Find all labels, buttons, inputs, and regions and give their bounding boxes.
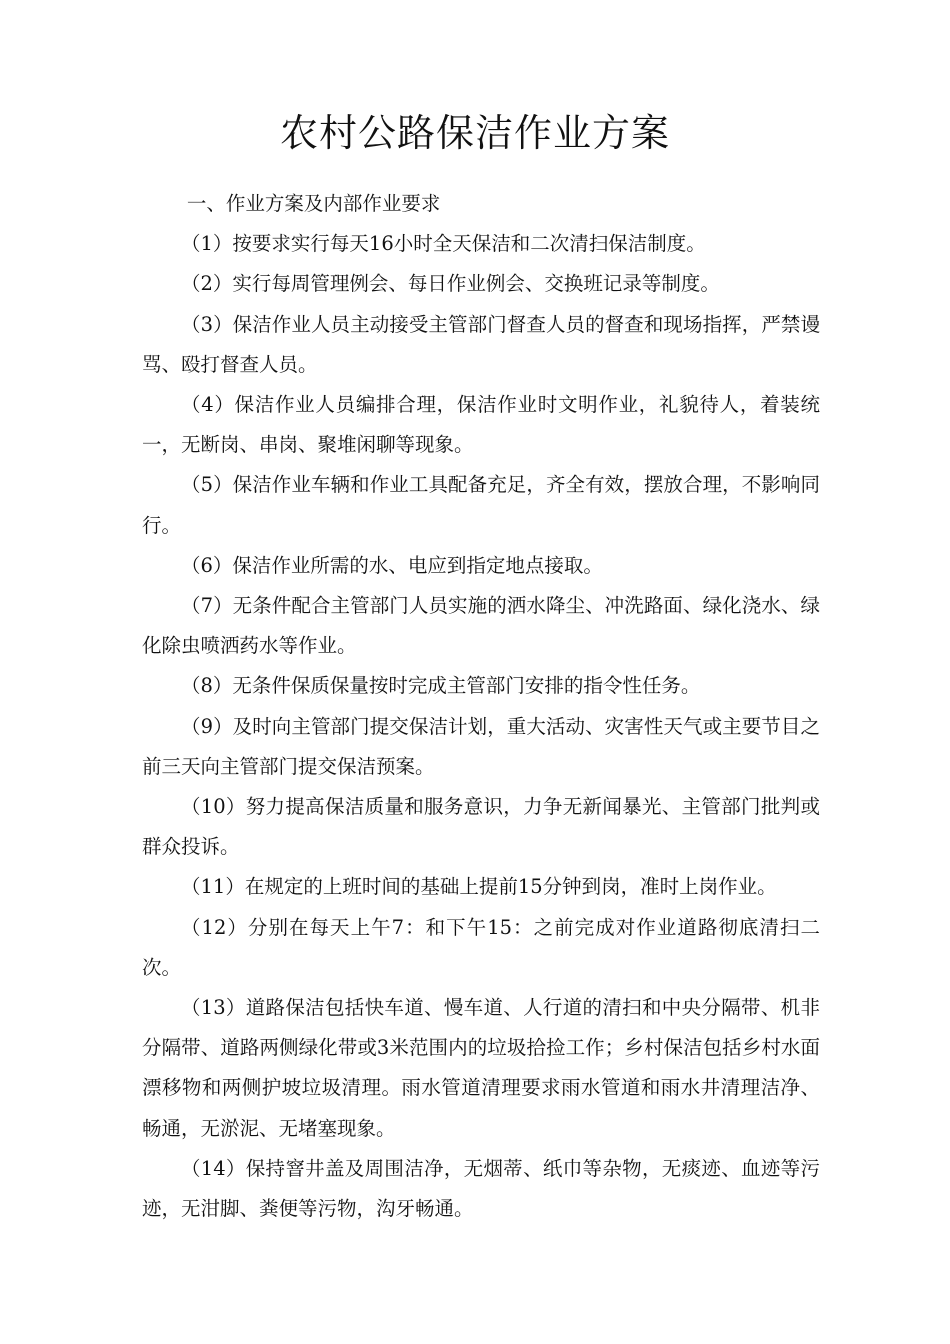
list-item: （12）分别在每天上午7：和下午15：之前完成对作业道路彻底清扫二次。	[142, 915, 820, 979]
list-item: （11）在规定的上班时间的基础上提前15分钟到岗，准时上岗作业。	[181, 875, 777, 899]
list-item: （9）及时向主管部门提交保洁计划，重大活动、灾害性天气或主要节目之前三天向主管部门提交保洁预案。	[142, 714, 820, 778]
document-body	[142, 184, 820, 1229]
section-heading: 一、作业方案及内部作业要求	[186, 192, 441, 215]
list-item: （5）保洁作业车辆和作业工具配备充足，齐全有效，摆放合理，不影响同行。	[142, 473, 820, 537]
list-item: （6）保洁作业所需的水、电应到指定地点接取。	[181, 553, 603, 577]
list-item: （10）努力提高保洁质量和服务意识，力争无新闻暴光、主管部门批判或群众投诉。	[142, 795, 820, 859]
document-title: 农村公路保洁作业方案	[279, 111, 670, 155]
list-item: （1）按要求实行每天16小时全天保洁和二次清扫保洁制度。	[181, 232, 706, 256]
list-item: （2）实行每周管理例会、每日作业例会、交换班记录等制度。	[181, 272, 720, 296]
list-item: （8）无条件保质保量按时完成主管部门安排的指令性任务。	[181, 674, 701, 698]
list-item: （13）道路保洁包括快车道、慢车道、人行道的清扫和中央分隔带、机非分隔带、道路两侧绿化带或3米范围内的垃圾拾捡工作；乡村保洁包括乡村水面漂移物和两侧护坡垃圾清理。雨水管道清理要求雨水管道和雨水井清理洁净、畅通，无淤泥、无堵塞现象。	[142, 996, 820, 1140]
list-item: （14）保持窨井盖及周围洁净，无烟蒂、纸巾等杂物，无痰迹、血迹等污迹，无泔脚、粪便等污物，沟牙畅通。	[142, 1156, 820, 1221]
list-item: （3）保洁作业人员主动接受主管部门督查人员的督查和现场指挥，严禁谩骂、殴打督查人员。	[142, 312, 820, 376]
list-item: （4）保洁作业人员编排合理，保洁作业时文明作业，礼貌待人，着装统一，无断岗、串岗、聚堆闲聊等现象。	[142, 393, 820, 457]
list-item: （7）无条件配合主管部门人员实施的洒水降尘、冲洗路面、绿化浇水、绿化除虫喷洒药水等作业。	[142, 594, 820, 658]
